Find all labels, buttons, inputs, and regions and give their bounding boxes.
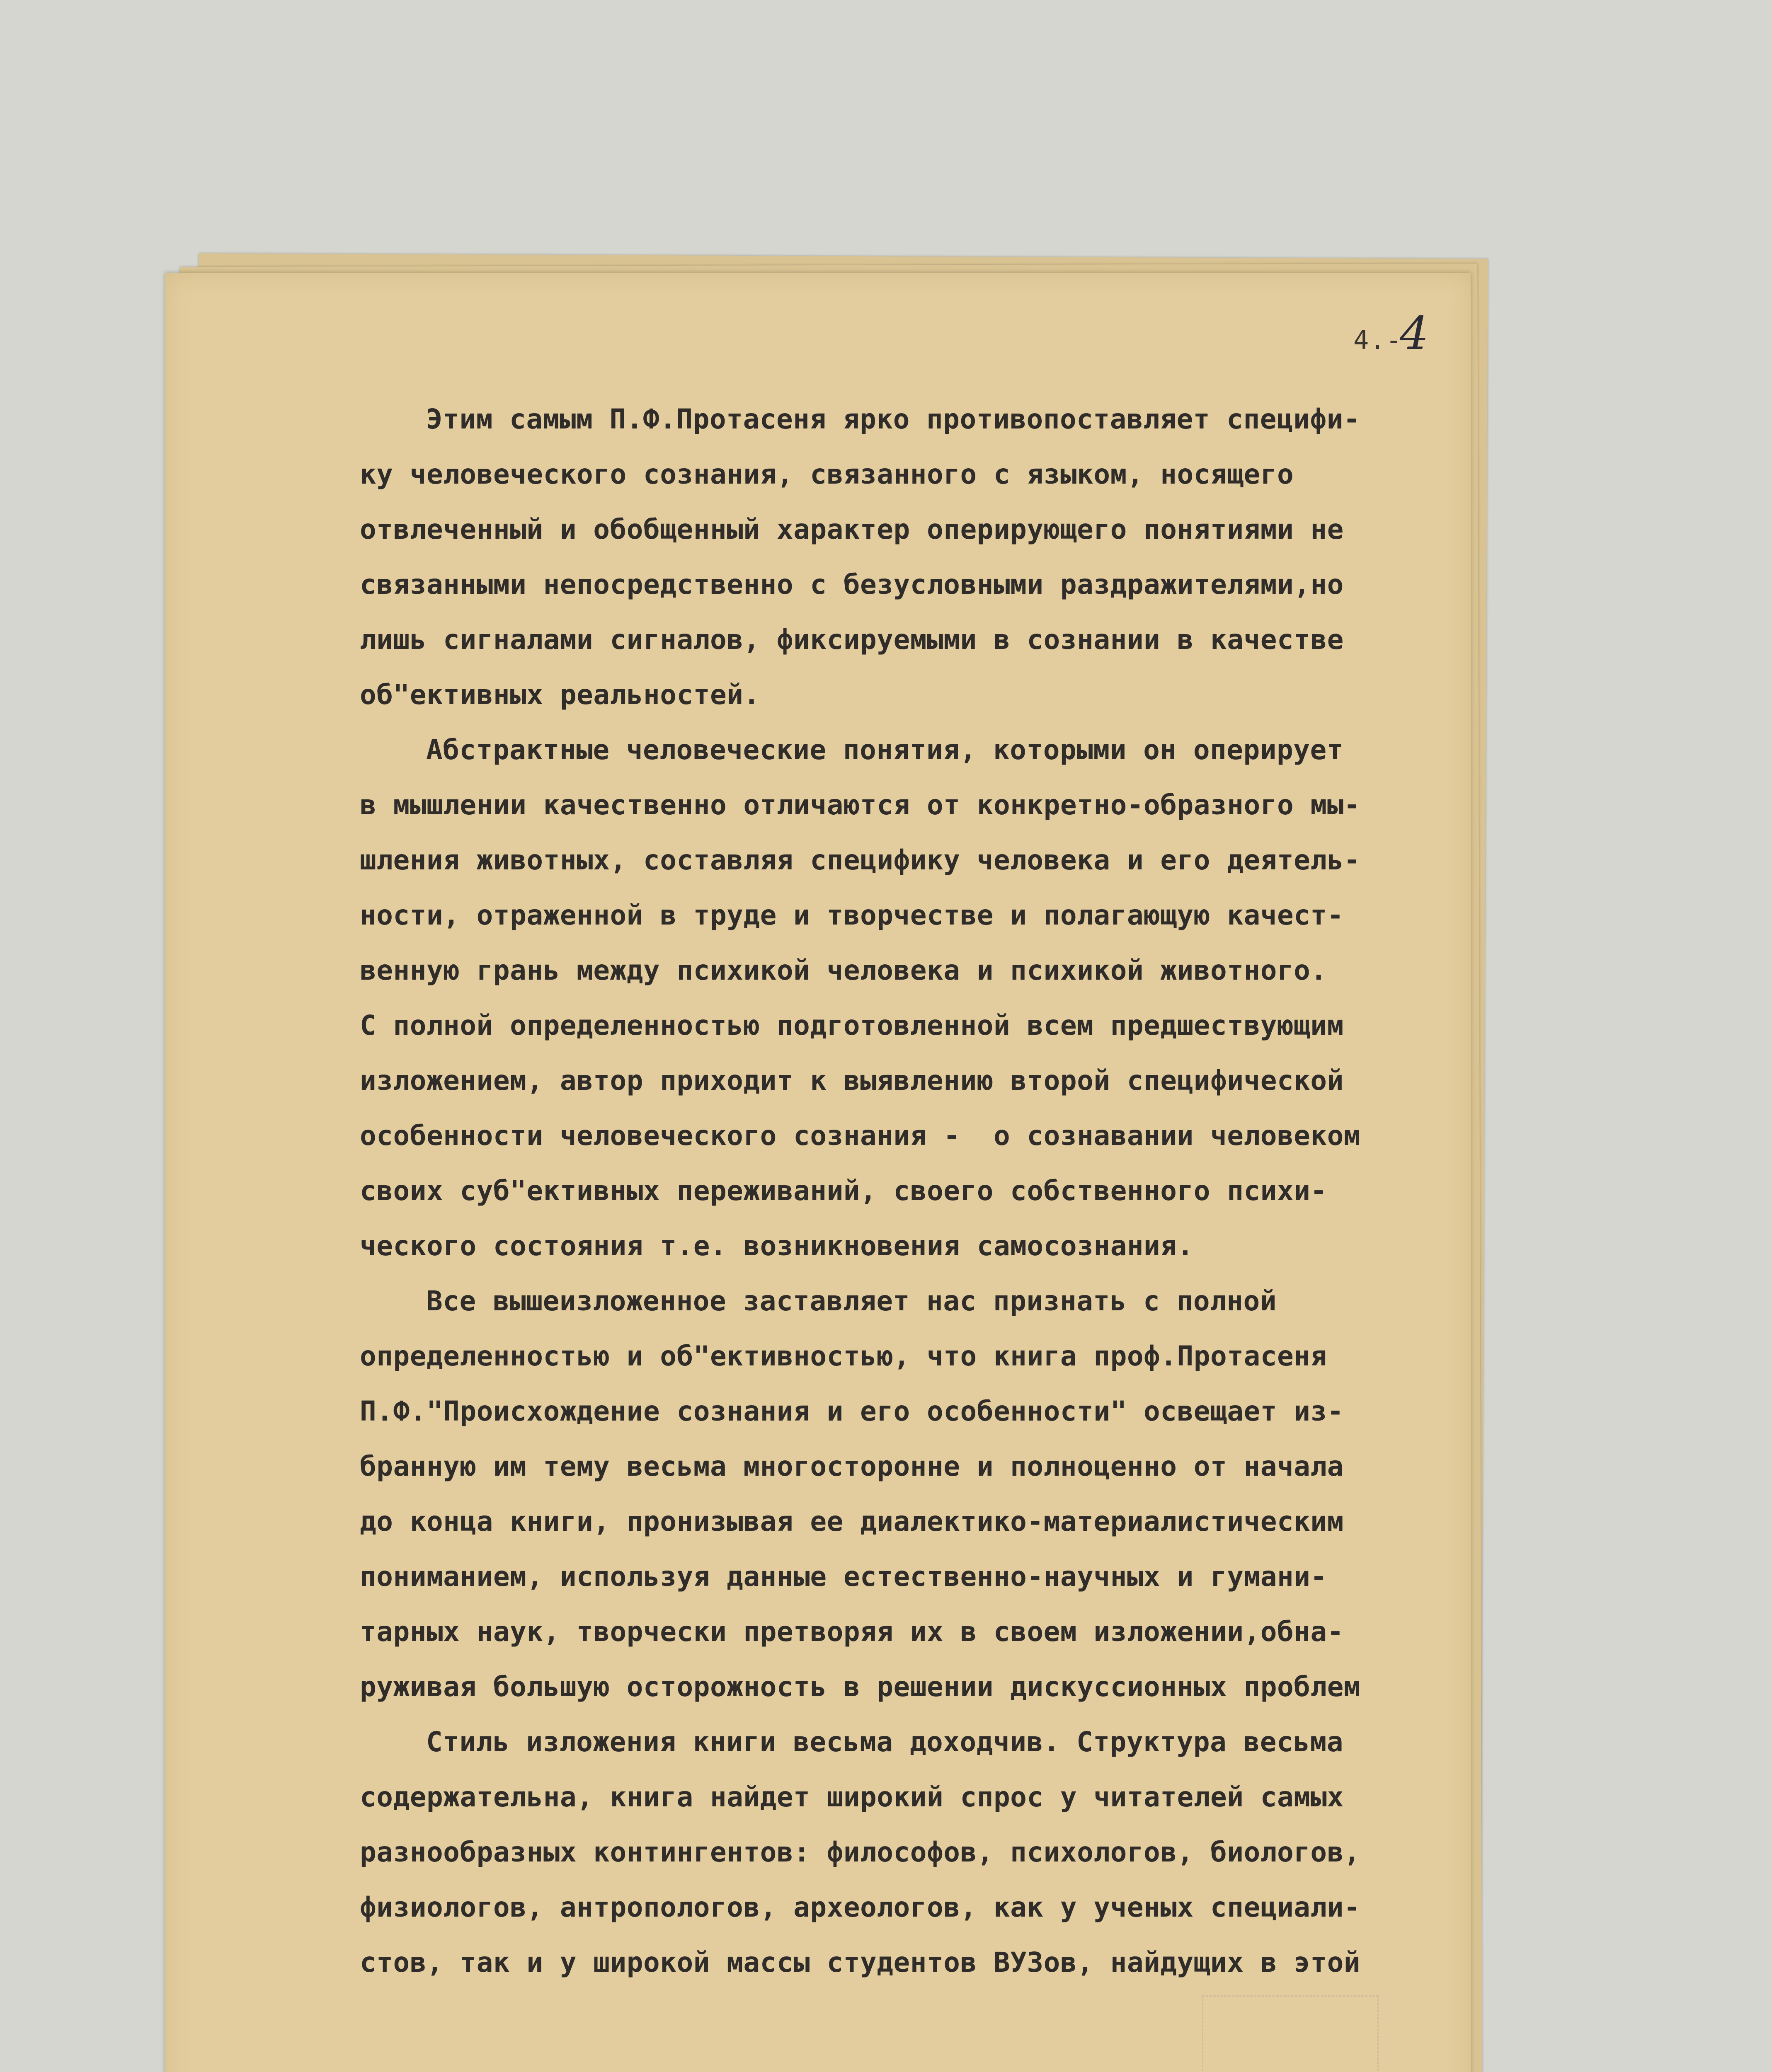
text-line: венную грань между психикой человека и психикой животного. (360, 954, 1327, 986)
text-line: разнообразных контингентов: философов, психологов, биологов, (360, 1836, 1361, 1868)
page-number (1353, 307, 1430, 360)
text-line: ческого состояния т.е. возникновения самосознания. (360, 1230, 1194, 1262)
text-line: до конца книги, пронизывая ее диалектико-материалистическим (360, 1506, 1344, 1537)
text-line: своих суб"ективных переживаний, своего собственного психи- (360, 1175, 1327, 1207)
text-line: бранную им тему весьма многосторонне и полноценно от начала (360, 1450, 1344, 1482)
text-line: лишь сигналами сигналов, фиксируемыми в сознании в качестве (360, 624, 1344, 656)
text-line: С полной определенностью подготовленной всем предшествующим (360, 1009, 1344, 1041)
text-line: связанными непосредственно с безусловными раздражителями,но (360, 569, 1344, 600)
text-line: особенности человеческого сознания - о сознавании человеком (360, 1120, 1361, 1152)
text-line: в мышлении качественно отличаются от конкретно-образного мы- (360, 789, 1361, 821)
text-line: шления животных, составляя специфику человека и его деятель- (360, 844, 1361, 876)
text-line: Этим самым П.Ф.Протасеня ярко противопоставляет специфи- (426, 403, 1360, 435)
text-line: Абстрактные человеческие понятия, которыми он оперирует (426, 734, 1343, 766)
text-line: П.Ф."Происхождение сознания и его особенности" освещает из- (360, 1395, 1344, 1427)
faint-stamp (1202, 1995, 1379, 2072)
text-line: руживая большую осторожность в решении дискуссионных проблем (360, 1671, 1361, 1703)
text-line: ности, отраженной в труде и творчестве и полагающую качест- (360, 899, 1344, 931)
text-line: изложением, автор приходит к выявлению второй специфической (360, 1065, 1344, 1097)
text-line: пониманием, используя данные естественно-научных и гумани- (360, 1561, 1327, 1593)
text-line: об"ективных реальностей. (360, 679, 760, 711)
document-body (360, 392, 1471, 1990)
text-line: ку человеческого сознания, связанного с языком, носящего (360, 458, 1294, 490)
text-line: физиологов, антропологов, археологов, как у ученых специали- (360, 1891, 1361, 1923)
text-line: тарных наук, творчески претворяя их в своем изложении,обна- (360, 1616, 1344, 1648)
typed-page-number: 4.- (1353, 325, 1402, 355)
text-line: определенностью и об"ективностью, что книга проф.Протасеня (360, 1340, 1327, 1372)
text-line: Стиль изложения книги весьма доходчив. Структура весьма (426, 1726, 1343, 1758)
text-line: содержательна, книга найдет широкий спрос у читателей самых (360, 1781, 1344, 1813)
handwritten-page-number: 4 (1399, 307, 1430, 360)
text-line: отвлеченный и обобщенный характер оперирующего понятиями не (360, 513, 1344, 545)
text-line: Все вышеизложенное заставляет нас признать с полной (426, 1285, 1277, 1317)
text-line: стов, так и у широкой массы студентов ВУЗов, найдущих в этой (360, 1946, 1361, 1978)
